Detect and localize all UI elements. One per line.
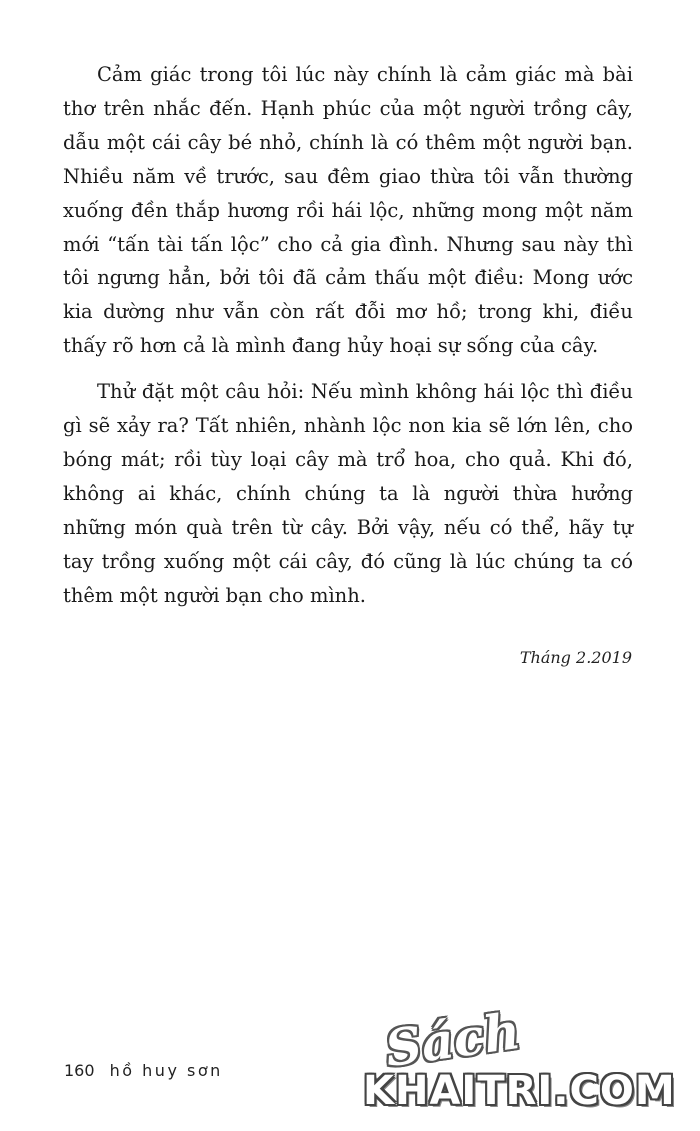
- author-name: hồ huy sơn: [109, 1061, 223, 1080]
- watermark-logo: [355, 1000, 695, 1125]
- page-number: 160: [64, 1061, 95, 1080]
- watermark-script-text: Sách: [381, 1000, 524, 1079]
- page-footer: [64, 1061, 223, 1080]
- paragraph-2: Thử đặt một câu hỏi: Nếu mình không hái lộc thì điều gì sẽ xảy ra? Tất nhiên, nhành lộc non kia sẽ lớn lên, cho bóng mát; rồi tùy loại cây mà trổ hoa, cho quả. Khi đó, không ai khác, chính chúng ta là người thừa hưởng những món quà trên từ cây. Bởi vậy, nếu có thể, hãy tự tay trồng xuống một cái cây, đó cũng là lúc chúng ta có thêm một người bạn cho mình.: [63, 380, 633, 607]
- date-signature: Tháng 2.2019: [519, 648, 632, 667]
- paragraph-1: Cảm giác trong tôi lúc này chính là cảm giác mà bài thơ trên nhắc đến. Hạnh phúc của một người trồng cây, dẫu một cái cây bé nhỏ, chính là có thêm một người bạn. Nhiều năm về trước, sau đêm giao thừa tôi vẫn thường xuống đền thắp hương rồi hái lộc, những mong một năm mới “tấn tài tấn lộc” cho cả gia đình. Nhưng sau này thì tôi ngưng hẳn, bởi tôi đã cảm thấu một điều: Mong ước kia dường như vẫn còn rất đỗi mơ hồ; trong khi, điều thấy rõ hơn cả là mình đang hủy hoại sự sống của cây.: [63, 63, 633, 358]
- watermark-brand-text: KHAITRI.COM: [363, 1068, 676, 1114]
- body-text: [63, 58, 633, 613]
